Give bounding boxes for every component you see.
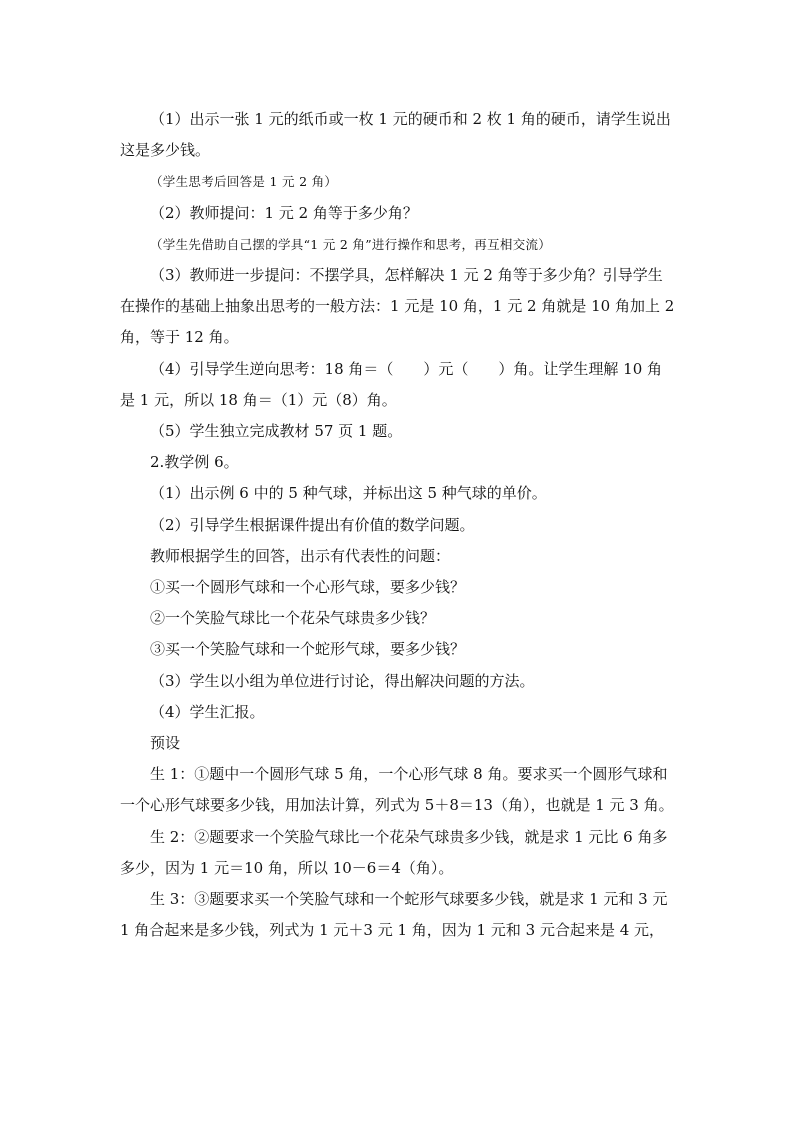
paragraph-step-5: （5）学生独立完成教材 57 页 1 题。 [150, 422, 403, 441]
section-example-6: 2.教学例 6。 [150, 453, 239, 472]
question-2: ②一个笑脸气球比一个花朵气球贵多少钱？ [150, 609, 436, 628]
paragraph-example-step-3: （3）学生以小组为单位进行讨论，得出解决问题的方法。 [150, 671, 535, 690]
question-1: ①买一个圆形气球和一个心形气球，要多少钱？ [150, 578, 466, 597]
paragraph-example-step-1: （1）出示例 6 中的 5 种气球，并标出这 5 种气球的单价。 [150, 484, 547, 503]
paragraph-step-2: （2）教师提问：1 元 2 角等于多少角？ [150, 203, 418, 222]
paragraph-step-4: （4）引导学生逆向思考：18 角＝（ ）元（ ）角。让学生理解 10 角是 1 元，所以 18 角＝（1）元（8）角。 [120, 359, 663, 409]
question-3: ③买一个笑脸气球和一个蛇形气球，要多少钱？ [150, 640, 466, 659]
note-student-answer: （学生思考后回答是 1 元 2 角） [150, 174, 338, 190]
note-student-operation: （学生先借助自己摆的学具“1 元 2 角”进行操作和思考，再互相交流） [150, 236, 552, 252]
student-answer-3: 生 3：③题要求买一个笑脸气球和一个蛇形气球要多少钱，就是求 1 元和 3 元 1 角合起来是多少钱，列式为 1 元＋3 元 1 角，因为 1 元和 3 元合起来是 4 元， [120, 890, 668, 940]
student-answer-2: 生 2：②题要求一个笑脸气球比一个花朵气球贵多少钱，就是求 1 元比 6 角多多少，因为 1 元＝10 角，所以 10－6＝4（角）。 [120, 827, 668, 877]
paragraph-example-step-4: （4）学生汇报。 [150, 702, 265, 721]
document-body [120, 104, 676, 946]
paragraph-step-1: （1）出示一张 1 元的纸币或一枚 1 元的硬币和 2 枚 1 角的硬币，请学生说出这是多少钱。 [120, 110, 671, 160]
paragraph-step-3: （3）教师进一步提问：不摆学具，怎样解决 1 元 2 角等于多少角？引导学生在操作的基础上抽象出思考的一般方法：1 元是 10 角，1 元 2 角就是 10 角加上 2 角，等于 12 角。 [120, 266, 675, 347]
paragraph-example-step-2: （2）引导学生根据课件提出有价值的数学问题。 [150, 515, 475, 534]
paragraph-preset: 预设 [150, 734, 181, 753]
student-answer-1: 生 1：①题中一个圆形气球 5 角，一个心形气球 8 角。要求买一个圆形气球和一个心形气球要多少钱，用加法计算，列式为 5＋8＝13（角），也就是 1 元 3 角。 [120, 765, 674, 815]
paragraph-representative-questions: 教师根据学生的回答，出示有代表性的问题： [150, 546, 451, 565]
